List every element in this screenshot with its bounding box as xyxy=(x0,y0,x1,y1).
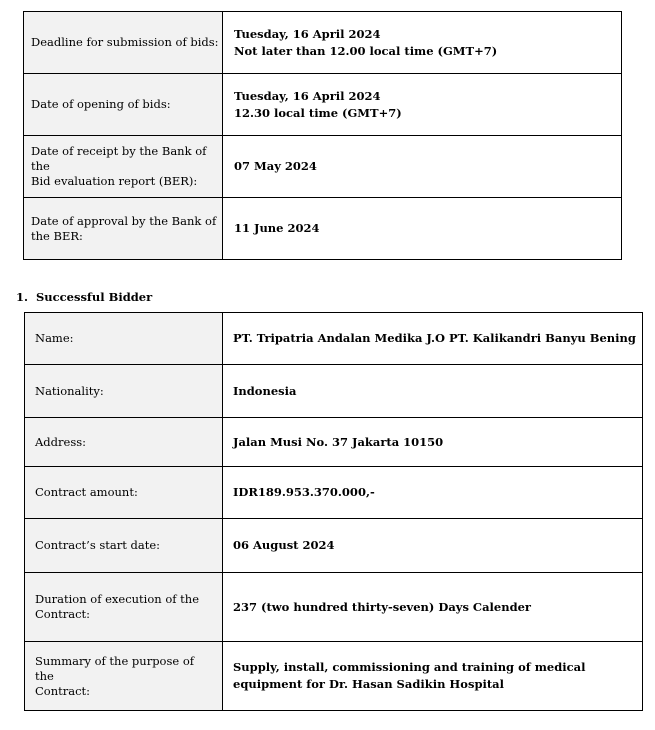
table-row xyxy=(25,313,643,365)
section-heading xyxy=(16,290,152,305)
table-row xyxy=(25,573,643,642)
row-value: 07 May 2024 xyxy=(223,136,622,198)
row-value: 06 August 2024 xyxy=(223,519,643,573)
section-number: 1. xyxy=(16,290,29,304)
row-label: Deadline for submission of bids: xyxy=(24,12,223,74)
table-row xyxy=(25,642,643,711)
row-label: Summary of the purpose of the Contract: xyxy=(25,642,223,711)
row-value: 11 June 2024 xyxy=(223,198,622,260)
successful-bidder-table xyxy=(24,312,643,711)
row-label: Name: xyxy=(25,313,223,365)
table-row xyxy=(25,365,643,418)
row-label: Nationality: xyxy=(25,365,223,418)
row-value: Jalan Musi No. 37 Jakarta 10150 xyxy=(223,418,643,467)
table-row xyxy=(24,74,622,136)
row-label: Date of approval by the Bank of the BER: xyxy=(24,198,223,260)
row-label: Address: xyxy=(25,418,223,467)
row-value: PT. Tripatria Andalan Medika J.O PT. Kalikandri Banyu Bening xyxy=(223,313,643,365)
row-label: Date of receipt by the Bank of the Bid evaluation report (BER): xyxy=(24,136,223,198)
table-row xyxy=(25,519,643,573)
row-value: Tuesday, 16 April 2024 Not later than 12.00 local time (GMT+7) xyxy=(223,12,622,74)
row-label: Date of opening of bids: xyxy=(24,74,223,136)
row-value: Tuesday, 16 April 2024 12.30 local time (GMT+7) xyxy=(223,74,622,136)
table-row xyxy=(25,467,643,519)
table-row xyxy=(25,418,643,467)
row-label: Contract’s start date: xyxy=(25,519,223,573)
table-row xyxy=(24,198,622,260)
section-title: Successful Bidder xyxy=(36,290,153,304)
row-value: 237 (two hundred thirty-seven) Days Calender xyxy=(223,573,643,642)
row-label: Duration of execution of the Contract: xyxy=(25,573,223,642)
row-label: Contract amount: xyxy=(25,467,223,519)
row-value: Indonesia xyxy=(223,365,643,418)
row-value: IDR189.953.370.000,- xyxy=(223,467,643,519)
row-value: Supply, install, commissioning and training of medical equipment for Dr. Hasan Sadikin Hospital xyxy=(223,642,643,711)
table-row xyxy=(24,136,622,198)
table-row xyxy=(24,12,622,74)
bid-schedule-table xyxy=(23,11,622,260)
